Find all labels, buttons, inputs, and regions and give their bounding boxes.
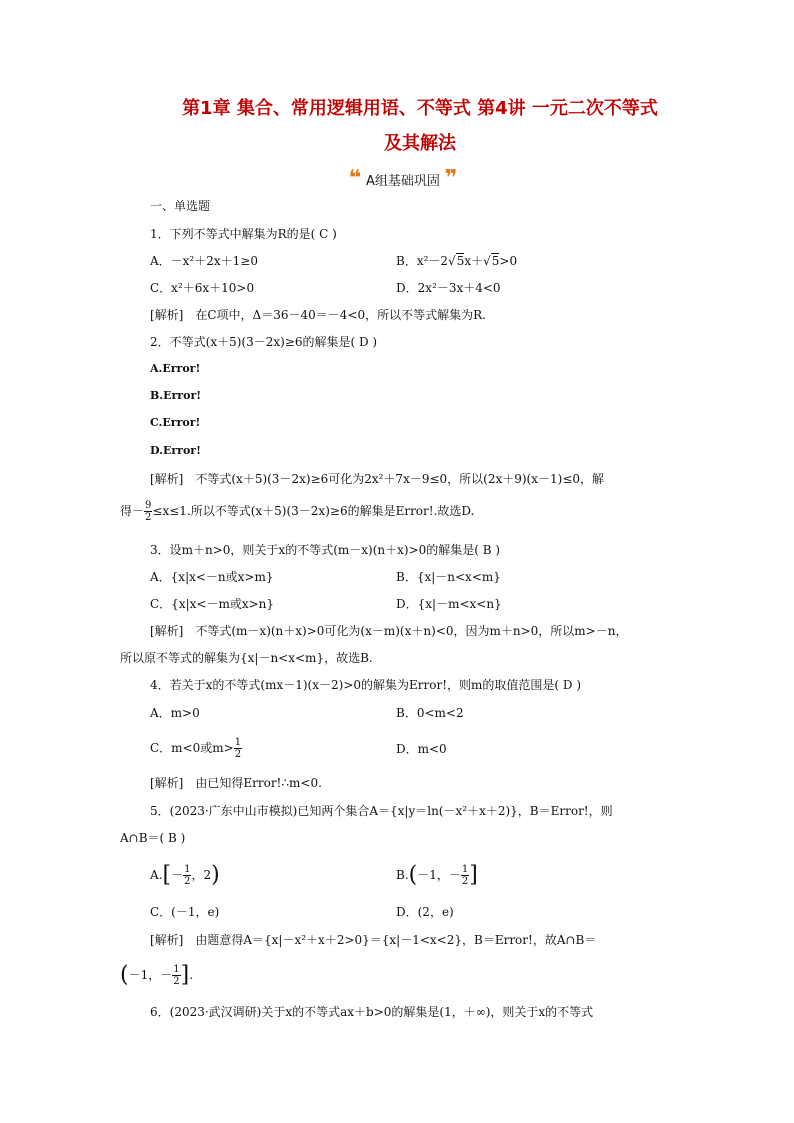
q1-stem: 1．下列不等式中解集为R的是( C ) [150, 227, 337, 241]
frac-num: 1 [173, 964, 180, 975]
q1-option-c: C．x²＋6x＋10>0 [150, 281, 255, 295]
q3-option-b: B．{x|－n<x<m} [396, 570, 501, 584]
q2-exp-pre: 得－ [120, 504, 145, 518]
q5-option-d: D．(2，e) [396, 905, 454, 919]
right-bracket-icon: ] [180, 962, 190, 988]
frac-den: 2 [184, 876, 191, 887]
q3-stem: 3．设m＋n>0，则关于x的不等式(m－x)(n＋x)>0的解集是( B ) [150, 543, 501, 557]
fraction [172, 964, 180, 987]
q4-option-c [150, 737, 242, 760]
q2-exp-post: ≤x≤1.所以不等式(x＋5)(3－2x)≥6的解集是Error!.故选D. [152, 504, 475, 518]
q5-exp-mid: －1，－ [128, 968, 173, 982]
q3-option-c: C．{x|x<－m或x>n} [150, 597, 275, 611]
fraction [461, 864, 469, 887]
q5-b-pre: B. [396, 868, 409, 882]
left-quote-icon: ❝ [348, 166, 362, 191]
frac-num: 9 [145, 500, 152, 511]
q1-b-mid: x＋ [464, 254, 484, 268]
q1-b-pre: B．x²－2 [396, 254, 449, 268]
q1-option-d: D．2x²－3x＋4<0 [396, 281, 501, 295]
q2-option-c: C.Error! [150, 416, 201, 429]
q2-option-a: A.Error! [150, 362, 201, 375]
q3-option-d: D．{x|－m<x<n} [396, 597, 502, 611]
q5-explanation-2: (－1，－ $\frac{1}{2}$ ]. [120, 962, 194, 988]
right-paren-icon: ) [211, 862, 220, 888]
q4-explanation: [解析] 由已知得Error!∴m<0. [150, 776, 322, 790]
q5-option-b [396, 864, 478, 887]
q1-explanation: [解析] 在C项中，Δ＝36－40＝－4<0，所以不等式解集为R. [150, 308, 486, 322]
fraction [234, 737, 242, 760]
q2-stem: 2．不等式(x＋5)(3－2x)≥6的解集是( D ) [150, 335, 378, 349]
q5-stem-2: A∩B＝( B ) [120, 831, 186, 845]
right-bracket-icon: ] [469, 862, 478, 888]
frac-num: 1 [234, 737, 242, 748]
q2-option-b: B.Error! [150, 389, 202, 402]
left-paren-icon: ( [408, 862, 418, 888]
q2-option-d: D.Error! [150, 444, 201, 457]
frac-den: 2 [173, 976, 180, 987]
frac-den: 2 [234, 749, 242, 760]
q3-explanation-1: [解析] 不等式(m－x)(n＋x)>0可化为(x－m)(x＋n)<0，因为m＋n>0，所以m>－n， [150, 624, 628, 638]
q2-explanation-1: [解析] 不等式(x＋5)(3－2x)≥6可化为2x²＋7x－9≤0，所以(2x＋9)(x－1)≤0，解 [150, 472, 605, 486]
chapter-title: 第1章 集合、常用逻辑用语、不等式 第4讲 一元二次不等式 [182, 98, 658, 119]
frac-den: 2 [145, 512, 152, 523]
q3-option-a: A．{x|x<－n或x>m} [150, 570, 274, 584]
group-label: A组基础巩固 [366, 173, 440, 189]
frac-num: 1 [184, 864, 191, 875]
q1-b-rad2: 5 [491, 254, 500, 268]
frac-den: 2 [461, 876, 469, 887]
left-bracket-icon: [ [162, 862, 172, 888]
q5-option-a: A.[－ $\frac{1}{2}$ ，2) [150, 862, 220, 888]
q6-stem-1: 6．(2023·武汉调研)关于x的不等式ax＋b>0的解集是(1，＋∞)，则关于x的不等式 [150, 1005, 594, 1019]
q4-c-pre: C．m<0或m> [150, 741, 234, 755]
q5-stem-1: 5．(2023·广东中山市模拟)已知两个集合A＝{x|y＝ln(－x²＋x＋2)}，B＝Error!，则 [150, 804, 613, 818]
q5-b-mid: －1，－ [417, 868, 461, 882]
chapter-title-continued: 及其解法 [384, 133, 456, 154]
q3-explanation-2: 所以原不等式的解集为{x|－n<x<m}，故选B. [120, 651, 373, 665]
q1-b-post: >0 [499, 254, 518, 268]
frac-num: 1 [461, 864, 469, 875]
sqrt-icon: √ [483, 254, 491, 268]
q5-option-c: C．(－1，e) [150, 905, 220, 919]
group-banner [346, 168, 460, 190]
right-quote-icon: ❞ [444, 166, 458, 191]
section-label: 一、单选题 [150, 199, 211, 213]
q1-b-rad: 5 [456, 254, 465, 268]
q1-option-a: A．－x²＋2x＋1≥0 [150, 254, 258, 268]
sqrt-icon: √ [448, 254, 456, 268]
left-paren-icon: ( [120, 962, 129, 988]
q2-explanation-2 [120, 500, 474, 523]
q4-option-a: A．m>0 [150, 706, 200, 720]
q5-a-pre: A. [150, 868, 163, 882]
q1-option-b [396, 251, 517, 271]
q4-option-b: B．0<m<2 [396, 706, 464, 720]
q5-a-post: ，2 [191, 868, 212, 882]
q4-stem: 4．若关于x的不等式(mx－1)(x－2)>0的解集为Error!，则m的取值范围是( D ) [150, 678, 582, 692]
q5-explanation-1: [解析] 由题意得A＝{x|－x²＋x＋2>0}＝{x|－1<x<2}，B＝Error!，故A∩B＝ [150, 933, 597, 947]
q4-option-d: D．m<0 [396, 742, 447, 756]
